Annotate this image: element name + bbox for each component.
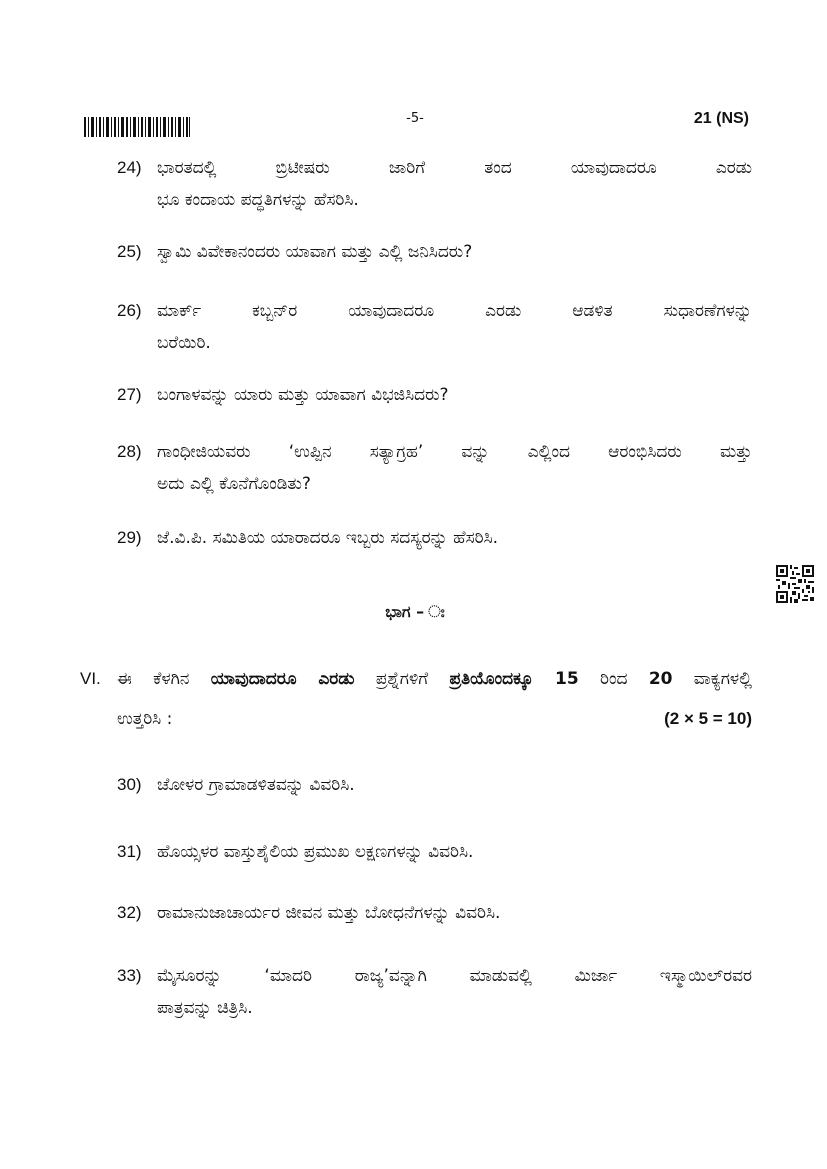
paper-code: 21 (NS) — [693, 110, 749, 127]
instruction-emphasis: ಪ್ರತಿಯೊಂದಕ್ಕೂ 15 — [449, 669, 579, 689]
question-number: 24) — [117, 158, 142, 177]
instruction-emphasis: ಯಾವುದಾದರೂ ಎರಡು — [210, 669, 355, 689]
instruction-text-cont: ಉತ್ತರಿಸಿ : — [117, 709, 173, 729]
instruction-text — [117, 662, 752, 696]
question-number: 26) — [117, 301, 142, 320]
question-number: 28) — [117, 442, 142, 461]
question-number: 32) — [117, 903, 142, 922]
barcode-image — [84, 117, 190, 137]
question-text: ಹೊಯ್ಸಳರ ವಾಸ್ತುಶೈಲಿಯ ಪ್ರಮುಖ ಲಕ್ಷಣಗಳನ್ನು ವಿವರಿಸಿ. — [157, 842, 474, 862]
question-text-cont: ಭೂ ಕಂದಾಯ ಪದ್ಧತಿಗಳನ್ನು ಹೆಸರಿಸಿ. — [157, 190, 359, 210]
question-text-cont: ಅದು ಎಲ್ಲಿ ಕೊನೆಗೊಂಡಿತು? — [157, 474, 311, 494]
question-text: ಬಂಗಾಳವನ್ನು ಯಾರು ಮತ್ತು ಯಾವಾಗ ವಿಭಜಿಸಿದರು? — [157, 385, 449, 405]
question-text: ಮಾರ್ಕ್ ಕಬ್ಬನ್‌ರ ಯಾವುದಾದರೂ ಎರಡು ಆಡಳಿತ ಸುಧಾರಣೆಗಳನ್ನು — [157, 301, 752, 321]
question-number: 25) — [117, 242, 142, 261]
instruction-part: ವಾಕ್ಯಗಳಲ್ಲಿ — [672, 669, 752, 689]
qr-code-image — [776, 565, 814, 603]
question-text: ಚೋಳರ ಗ್ರಾಮಾಡಳಿತವನ್ನು ವಿವರಿಸಿ. — [157, 775, 355, 795]
question-number: 29) — [117, 528, 142, 547]
instruction-part: ಪ್ರಶ್ನೆಗಳಿಗೆ — [354, 669, 450, 689]
question-text: ಗಾಂಧೀಜಿಯವರು ‘ಉಪ್ಪಿನ ಸತ್ಯಾಗ್ರಹ’ ವನ್ನು ಎಲ್ಲಿಂದ ಆರಂಭಿಸಿದರು ಮತ್ತು — [157, 442, 752, 462]
question-number: 30) — [117, 775, 142, 794]
question-text: ರಾಮಾನುಜಾಚಾರ್ಯರ ಜೀವನ ಮತ್ತು ಬೋಧನೆಗಳನ್ನು ವಿವರಿಸಿ. — [157, 903, 501, 923]
instruction-part: ರಿಂದ — [578, 669, 649, 689]
page-number: -5- — [406, 111, 424, 126]
instruction-part: ಈ ಕೆಳಗಿನ — [117, 669, 211, 689]
question-number: 33) — [117, 966, 142, 985]
instruction-emphasis: 20 — [648, 669, 673, 689]
question-text: ಜೆ.ವಿ.ಪಿ. ಸಮಿತಿಯ ಯಾರಾದರೂ ಇಬ್ಬರು ಸದಸ್ಯರನ್ನು ಹೆಸರಿಸಿ. — [157, 528, 499, 548]
question-text: ಸ್ವಾಮಿ ವಿವೇಕಾನಂದರು ಯಾವಾಗ ಮತ್ತು ಎಲ್ಲಿ ಜನಿಸಿದರು? — [157, 242, 473, 262]
section-roman-number: VI. — [80, 669, 101, 688]
section-title: ಭಾಗ – ಃ — [385, 602, 445, 621]
question-text: ಭಾರತದಲ್ಲಿ ಬ್ರಿಟೀಷರು ಜಾರಿಗೆ ತಂದ ಯಾವುದಾದರೂ ಎರಡು — [157, 158, 752, 178]
question-number: 31) — [117, 842, 142, 861]
marks-allocation: (2 × 5 = 10) — [664, 709, 752, 728]
question-number: 27) — [117, 385, 142, 404]
question-text: ಮೈಸೂರನ್ನು ‘ಮಾದರಿ ರಾಜ್ಯ’ವನ್ನಾಗಿ ಮಾಡುವಲ್ಲಿ ಮಿರ್ಜಾ ಇಸ್ಮಾಯಿಲ್‌ರವರ — [157, 966, 752, 986]
question-text-cont: ಪಾತ್ರವನ್ನು ಚಿತ್ರಿಸಿ. — [157, 998, 253, 1018]
question-text-cont: ಬರೆಯಿರಿ. — [157, 333, 211, 353]
